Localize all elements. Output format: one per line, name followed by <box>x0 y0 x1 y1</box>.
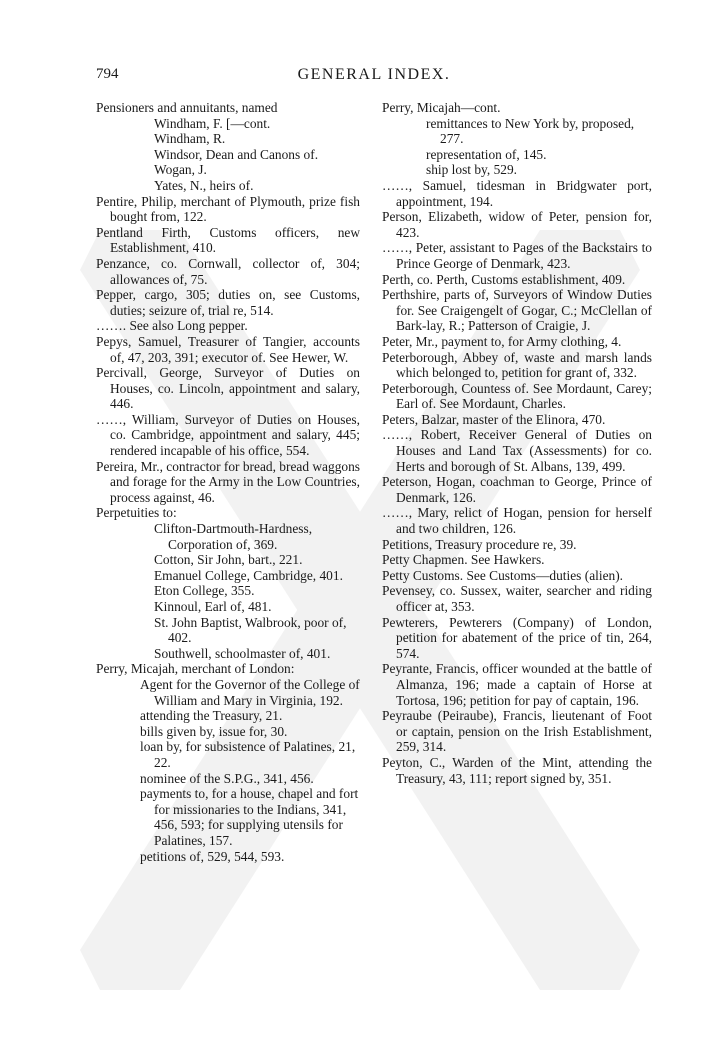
index-entry: Petty Customs. See Customs—duties (alien). <box>382 567 624 583</box>
index-subentry: Agent for the Governor of the College of William and Mary in Virginia, 192. <box>140 676 360 708</box>
index-entry: Petitions, Treasury procedure re, 39. <box>382 536 577 552</box>
index-entry: Perpetuities to: <box>96 505 177 521</box>
index-entry: ……, Robert, Receiver General of Duties on Houses and Land Tax (Assessments) for co. Herts and borough of St. Albans, 139, 499. <box>382 427 652 474</box>
index-entry: Peyraube (Peiraube), Francis, lieutenant of Foot or captain, pension on the Irish Establishment, 259, 314. <box>382 708 652 755</box>
index-subentry: Clifton-Dartmouth-Hardness, Corporation of, 369. <box>154 521 313 552</box>
index-entry: Peyrante, Francis, officer wounded at the battle of Almanza, 196; made a captain of Horse at Tortosa, 196; petition for pay of captain, 196. <box>382 661 652 708</box>
index-entry: Peterborough, Countess of. See Mordaunt, Carey; Earl of. See Mordaunt, Charles. <box>382 380 652 412</box>
index-subentry: St. John Baptist, Walbrook, poor of, 402. <box>154 614 347 646</box>
index-subentry: representation of, 145. <box>426 146 547 162</box>
running-head: GENERAL INDEX. <box>297 66 451 83</box>
index-subentry: payments to, for a house, chapel and fort for missionaries to the Indians, 341, 456, 593; for supplying utensils for Palatines, 157. <box>140 786 359 848</box>
index-subentry: bills given by, issue for, 30. <box>140 723 288 739</box>
index-entry: ……, Peter, assistant to Pages of the Backstairs to Prince George of Denmark, 423. <box>382 240 652 271</box>
index-entry: ……, William, Surveyor of Duties on Houses, co. Cambridge, appointment and salary, 445; rendered incapable of his office, 554. <box>96 411 360 459</box>
index-entry: Pentland Firth, Customs officers, new Establishment, 410. <box>96 224 360 256</box>
index-subentry: loan by, for subsistence of Palatines, 21, 22. <box>140 739 356 770</box>
index-entry: Pewterers, Pewterers (Company) of London, petition for abatement of the price of tin, 264, 574. <box>382 614 652 661</box>
index-subentry: Wogan, J. <box>154 162 207 178</box>
index-subentry: Southwell, schoolmaster of, 401. <box>154 645 331 661</box>
index-subentry: Eton College, 355. <box>154 583 255 599</box>
index-subentry: Kinnoul, Earl of, 481. <box>154 599 272 614</box>
index-subentry: nominee of the S.P.G., 341, 456. <box>140 770 314 786</box>
index-entry: Peyton, C., Warden of the Mint, attending the Treasury, 43, 111; report signed by, 351. <box>382 754 652 786</box>
index-entry: Perry, Micajah, merchant of London: <box>96 661 295 677</box>
index-subentry: remittances to New York by, proposed, 277. <box>426 115 635 147</box>
index-entry: Peters, Balzar, master of the Elinora, 470. <box>382 411 606 427</box>
index-subentry: Windham, R. <box>154 131 226 147</box>
index-subentry: Yates, N., heirs of. <box>154 177 254 193</box>
index-entry: Person, Elizabeth, widow of Peter, pension for, 423. <box>382 209 652 240</box>
index-subentry: petitions of, 529, 544, 593. <box>140 848 285 864</box>
index-entry: Pepper, cargo, 305; duties on, see Customs, duties; seizure of, trial re, 514. <box>96 287 360 318</box>
index-entry: Pensioners and annuitants, named <box>96 100 278 115</box>
index-entry: Perthshire, parts of, Surveyors of Window Duties for. See Craigengelt of Gogar, C.; McClellan of Bark-lay, R.; Patterson of Craigie, J. <box>382 287 652 334</box>
right-column <box>382 100 652 786</box>
index-entry: Peter, Mr., payment to, for Army clothing, 4. <box>382 333 622 349</box>
index-entry: Penzance, co. Cornwall, collector of, 304; allowances of, 75. <box>96 255 360 287</box>
index-entry: ……, Mary, relict of Hogan, pension for herself and two children, 126. <box>382 505 652 537</box>
index-subentry: Windsor, Dean and Canons of. <box>154 146 319 162</box>
index-entry: Pereira, Mr., contractor for bread, bread waggons and forage for the Army in the Low Countries, process against, 46. <box>96 458 360 505</box>
index-entry: Pepys, Samuel, Treasurer of Tangier, accounts of, 47, 203, 391; executor of. See Hewer, W. <box>96 333 360 365</box>
index-subentry: Cotton, Sir John, bart., 221. <box>154 552 303 568</box>
index-entry: Pentire, Philip, merchant of Plymouth, prize fish bought from, 122. <box>96 193 360 225</box>
index-entry: Pevensey, co. Sussex, waiter, searcher and riding officer at, 353. <box>382 583 652 614</box>
index-subentry: Emanuel College, Cambridge, 401. <box>154 567 343 583</box>
index-entry: Perry, Micajah—cont. <box>382 100 501 115</box>
index-entry: Perth, co. Perth, Customs establishment, 409. <box>382 271 626 287</box>
page-number: 794 <box>96 66 119 82</box>
index-subentry: Windham, F. [—cont. <box>154 115 271 131</box>
page-header <box>96 66 652 90</box>
index-entry: Petty Chapmen. See Hawkers. <box>382 552 545 568</box>
index-subentry: attending the Treasury, 21. <box>140 708 283 724</box>
index-entry: Peterborough, Abbey of, waste and marsh lands which belonged to, petition for grant of, 332. <box>382 349 652 381</box>
left-column <box>96 100 360 864</box>
index-entry: ……, Samuel, tidesman in Bridgwater port, appointment, 194. <box>382 177 652 209</box>
index-subentry: ship lost by, 529. <box>426 162 518 178</box>
index-entry: Peterson, Hogan, coachman to George, Prince of Denmark, 126. <box>382 474 652 505</box>
index-entry: ……. See also Long pepper. <box>96 318 248 334</box>
index-entry: Percivall, George, Surveyor of Duties on Houses, co. Lincoln, appointment and salary, 446. <box>96 365 360 412</box>
